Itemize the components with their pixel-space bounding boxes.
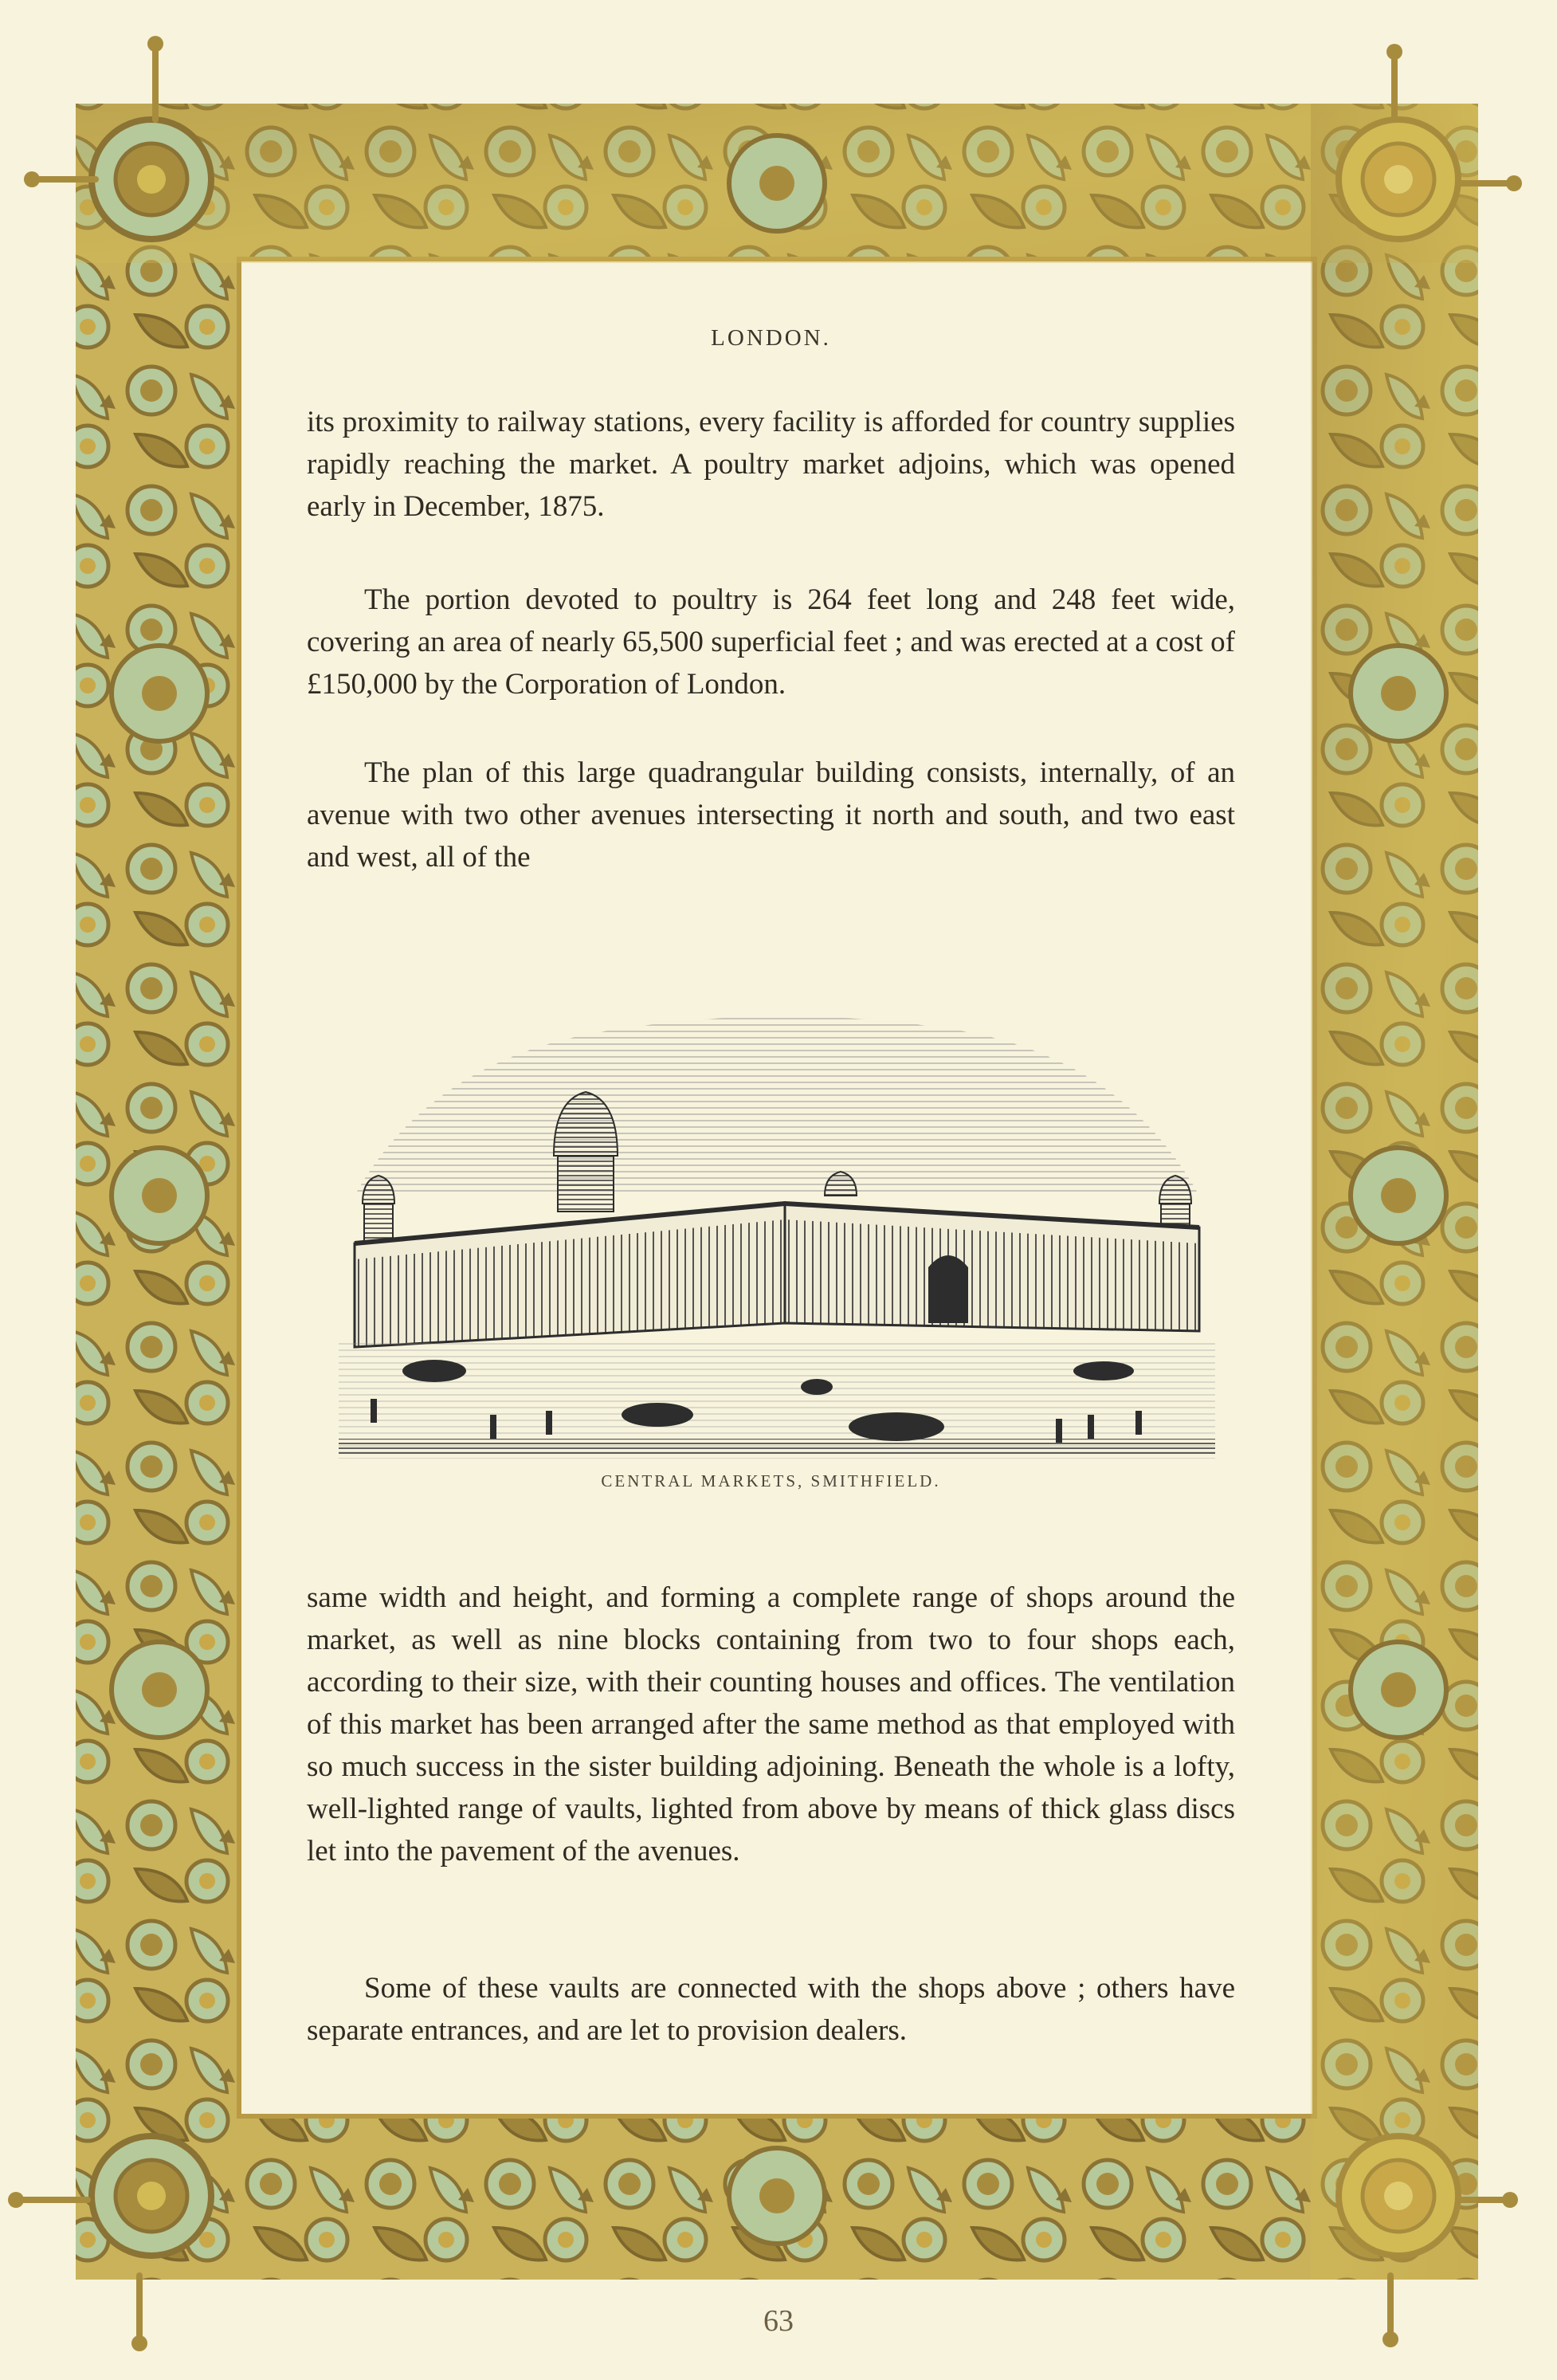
rose-icon bbox=[1339, 2136, 1458, 2256]
paragraph: same width and height, and forming a complete range of shops around the market, as well as nine blocks containing from two to four shops each, according to their size, with their counting houses and offices. The ventilation of this market has been arranged after the same method as that employed with so much success in the sister building adjoining. Beneath the whole is a lofty, well-lighted range of vaults, lighted from above by means of thick glass discs let into the pavement of the avenues. bbox=[307, 1581, 1235, 1867]
paragraph: Some of these vaults are connected with the shops above ; others have separate entrances, and are let to provision dealers. bbox=[307, 1972, 1235, 2047]
paragraph: The portion devoted to poultry is 264 feet long and 248 feet wide, covering an area of nearly 65,500 superficial feet ; and was erected at a cost of £150,000 by the Corporation of London. bbox=[307, 583, 1235, 701]
paragraph: its proximity to railway stations, every facility is afforded for country supplies rapidly reaching the market. A poultry market adjoins, which was opened early in December, 1875. bbox=[307, 406, 1235, 523]
illustration-caption: CENTRAL MARKETS, SMITHFIELD. bbox=[601, 1471, 941, 1490]
rose-icon bbox=[92, 2136, 211, 2256]
paragraph: The plan of this large quadrangular building consists, internally, of an avenue with two other avenues intersecting it north and south, and two east and west, all of the bbox=[307, 756, 1235, 874]
rose-icon bbox=[1339, 120, 1458, 239]
market-engraving bbox=[339, 996, 1215, 1459]
page-number: 63 bbox=[763, 2304, 794, 2338]
rose-icon bbox=[92, 120, 211, 239]
running-head: LONDON. bbox=[711, 325, 831, 351]
